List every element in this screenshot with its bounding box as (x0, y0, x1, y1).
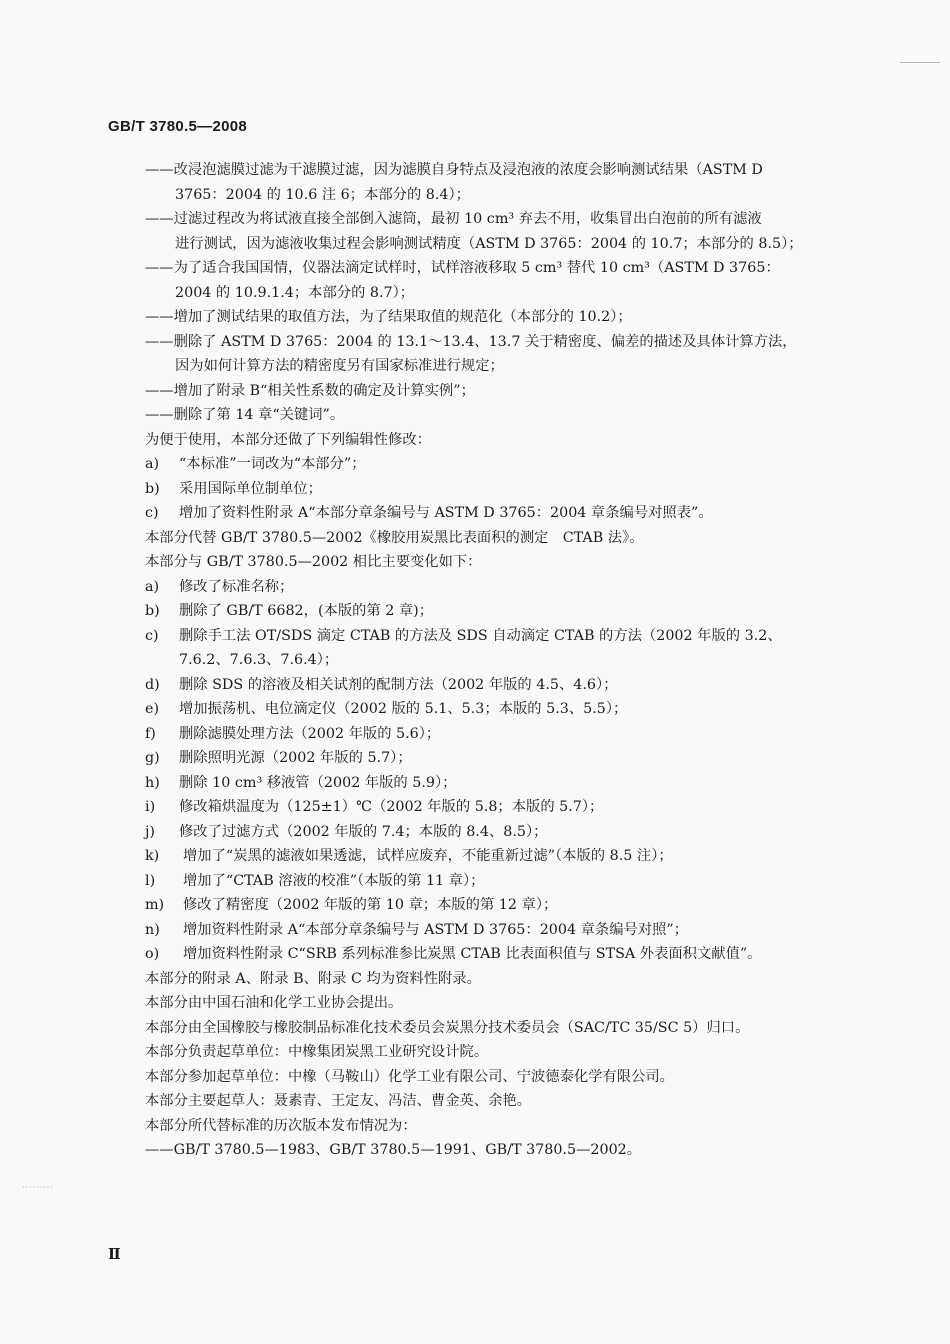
scan-artifact-dots: ········· (22, 1183, 54, 1192)
list-item: n) 增加资料性附录 A“本部分章条编号与 ASTM D 3765：2004 章条编号对照”； (145, 921, 689, 938)
changes-intro: 本部分与 GB/T 3780.5—2002 相比主要变化如下： (145, 554, 482, 570)
list-item: g) 删除照明光源（2002 年版的 5.7）； (145, 750, 412, 766)
closing-line: 本部分由全国橡胶与橡胶制品标准化技术委员会炭黑分技术委员会（SAC/TC 35/SC 5）归口。 (145, 1019, 750, 1036)
paragraph-line: ——增加了附录 B“相关性系数的确定及计算实例”； (145, 382, 475, 399)
paragraph-line: ——为了适合我国国情，仪器法滴定试样时，试样溶液移取 5 cm³ 替代 10 cm³（ASTM D 3765： (145, 260, 780, 276)
closing-line: 本部分负责起草单位：中橡集团炭黑工业研究设计院。 (145, 1044, 489, 1060)
document-body (145, 158, 860, 1163)
paragraph-line: 进行测试，因为滤液收集过程会影响测试精度（ASTM D 3765：2004 的 10.7；本部分的 8.5）； (175, 235, 803, 252)
paragraph-line: 2004 的 10.9.1.4；本部分的 8.7）； (175, 284, 415, 301)
page-number: Ⅱ (108, 1247, 121, 1263)
paragraph-line: ——增加了测试结果的取值方法，为了结果取值的规范化（本部分的 10.2）； (145, 309, 632, 325)
paragraph-line: ——删除了第 14 章“关键词”。 (145, 407, 345, 423)
list-item: c) 增加了资料性附录 A“本部分章条编号与 ASTM D 3765：2004 章条编号对照表”。 (145, 505, 713, 521)
list-item: d) 删除 SDS 的溶液及相关试剂的配制方法（2002 年版的 4.5、4.6）； (145, 676, 618, 693)
list-item: j) 修改了过滤方式（2002 年版的 7.4；本版的 8.4、8.5）； (145, 823, 548, 840)
closing-line: 本部分所代替标准的历次版本发布情况为： (145, 1117, 417, 1134)
list-item: e) 增加振荡机、电位滴定仪（2002 版的 5.1、5.3；本版的 5.3、5.5）； (145, 701, 628, 717)
list-item: l) 增加了“CTAB 溶液的校准”（本版的第 11 章）； (145, 872, 485, 889)
closing-line: 本部分主要起草人：聂素青、王定友、冯洁、曹金英、余艳。 (145, 1093, 532, 1109)
list-item: b) 采用国际单位制单位； (145, 480, 322, 497)
paragraph-line: ——过滤过程改为将试液直接全部倒入滤筒，最初 10 cm³ 弃去不用，收集冒出白泡前的所有滤液 (145, 211, 762, 227)
list-item: f) 删除滤膜处理方法（2002 年版的 5.6）； (145, 725, 441, 742)
list-item: k) 增加了“炭黑的滤液如果透滤，试样应废弃，不能重新过滤”（本版的 8.5 注）； (145, 848, 673, 864)
list-item: m) 修改了精密度（2002 年版的第 10 章；本版的第 12 章）； (145, 897, 558, 913)
closing-line: 本部分由中国石油和化学工业协会提出。 (145, 995, 403, 1011)
closing-line: ——GB/T 3780.5—1983、GB/T 3780.5—1991、GB/T 3780.5—2002。 (145, 1142, 642, 1158)
list-item: a) 修改了标准名称； (145, 578, 294, 595)
paragraph-line: ——改浸泡滤膜过滤为干滤膜过滤，因为滤膜自身特点及浸泡液的浓度会影响测试结果（ASTM D (145, 162, 763, 178)
list-item: c) 删除手工法 OT/SDS 滴定 CTAB 的方法及 SDS 自动滴定 CTAB 的方法（2002 年版的 3.2、 (145, 627, 782, 644)
standard-code: GB/T 3780.5—2008 (108, 118, 248, 135)
paragraph-line: 因为如何计算方法的精密度另有国家标准进行规定； (175, 358, 504, 374)
closing-line: 本部分参加起草单位：中橡（马鞍山）化学工业有限公司、宁波德泰化学有限公司。 (145, 1068, 674, 1085)
paragraph-line: 为便于使用，本部分还做了下列编辑性修改： (145, 431, 431, 448)
paragraph-line: ——删除了 ASTM D 3765：2004 的 13.1～13.4、13.7 关于精密度、偏差的描述及具体计算方法， (145, 333, 797, 350)
list-item: o) 增加资料性附录 C“SRB 系列标准参比炭黑 CTAB 比表面积值与 STSA 外表面积文献值”。 (145, 946, 762, 962)
list-item: a) “本标准”一词改为“本部分”； (145, 456, 366, 472)
paragraph-line: 3765：2004 的 10.6 注 6；本部分的 8.4）； (175, 186, 470, 203)
list-item-continuation: 7.6.2、7.6.3、7.6.4）； (179, 652, 339, 668)
list-item: b) 删除了 GB/T 6682，(本版的第 2 章)； (145, 603, 434, 619)
replace-statement: 本部分代替 GB/T 3780.5—2002《橡胶用炭黑比表面积的测定 CTAB 法》。 (145, 529, 644, 546)
closing-line: 本部分的附录 A、附录 B、附录 C 均为资料性附录。 (145, 970, 481, 987)
list-item: h) 删除 10 cm³ 移液管（2002 年版的 5.9）； (145, 774, 457, 791)
scan-artifact-line (900, 62, 940, 63)
list-item: i) 修改箱烘温度为（125±1）℃（2002 年版的 5.8；本版的 5.7）； (145, 799, 604, 815)
